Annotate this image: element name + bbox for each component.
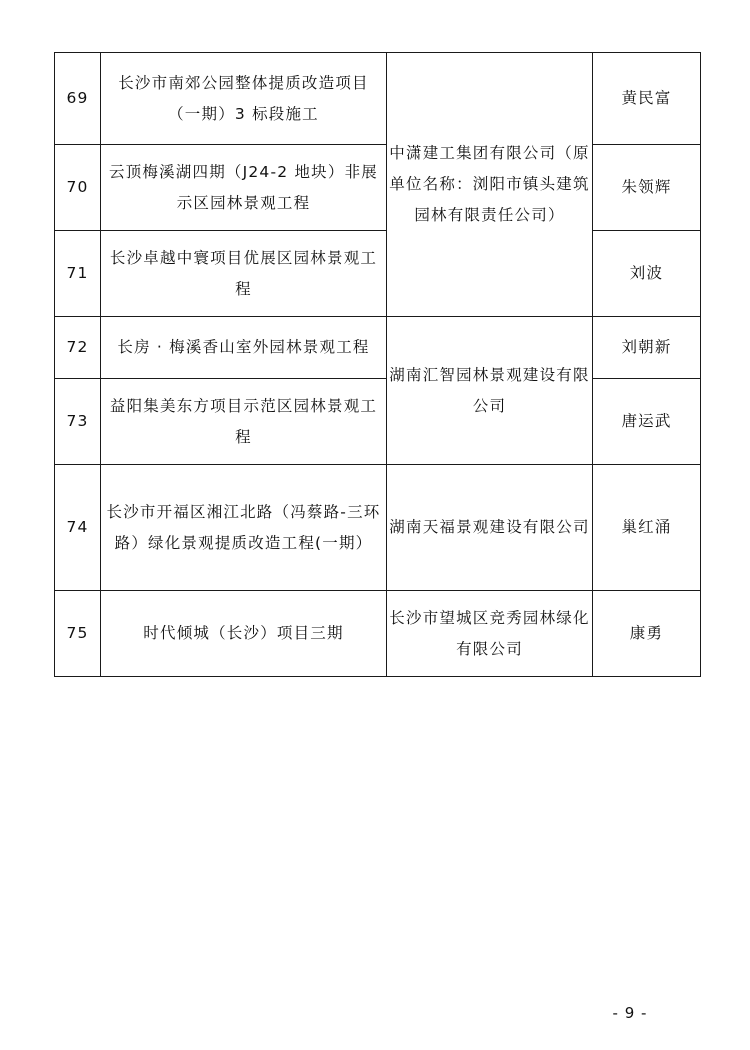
table-row bbox=[55, 379, 701, 465]
table-row bbox=[55, 53, 701, 145]
row-number: 74 bbox=[55, 465, 101, 591]
company-name: 长沙市望城区竞秀园林绿化有限公司 bbox=[387, 591, 593, 677]
project-manager: 黄民富 bbox=[593, 53, 701, 145]
project-manager: 刘朝新 bbox=[593, 317, 701, 379]
project-name: 云顶梅溪湖四期（J24-2 地块）非展示区园林景观工程 bbox=[101, 145, 387, 231]
project-name: 长沙卓越中寰项目优展区园林景观工程 bbox=[101, 231, 387, 317]
project-manager: 巢红涌 bbox=[593, 465, 701, 591]
table-row bbox=[55, 465, 701, 591]
row-number: 70 bbox=[55, 145, 101, 231]
project-name: 长沙市开福区湘江北路（冯蔡路-三环路）绿化景观提质改造工程(一期） bbox=[101, 465, 387, 591]
project-manager: 唐运武 bbox=[593, 379, 701, 465]
company-name: 湖南汇智园林景观建设有限公司 bbox=[387, 317, 593, 465]
row-number: 75 bbox=[55, 591, 101, 677]
table-row bbox=[55, 231, 701, 317]
project-manager: 康勇 bbox=[593, 591, 701, 677]
company-name: 湖南天福景观建设有限公司 bbox=[387, 465, 593, 591]
project-name: 益阳集美东方项目示范区园林景观工程 bbox=[101, 379, 387, 465]
row-number: 69 bbox=[55, 53, 101, 145]
project-manager: 刘波 bbox=[593, 231, 701, 317]
table-row bbox=[55, 145, 701, 231]
project-name: 长沙市南郊公园整体提质改造项目（一期）3 标段施工 bbox=[101, 53, 387, 145]
project-name: 时代倾城（长沙）项目三期 bbox=[101, 591, 387, 677]
project-manager: 朱领辉 bbox=[593, 145, 701, 231]
row-number: 72 bbox=[55, 317, 101, 379]
project-name: 长房 · 梅溪香山室外园林景观工程 bbox=[101, 317, 387, 379]
row-number: 71 bbox=[55, 231, 101, 317]
page-number: - 9 - bbox=[612, 1004, 648, 1022]
table-row bbox=[55, 317, 701, 379]
table-row bbox=[55, 591, 701, 677]
award-list-table bbox=[54, 52, 701, 677]
row-number: 73 bbox=[55, 379, 101, 465]
company-name: 中潇建工集团有限公司（原单位名称：浏阳市镇头建筑园林有限责任公司） bbox=[387, 53, 593, 317]
